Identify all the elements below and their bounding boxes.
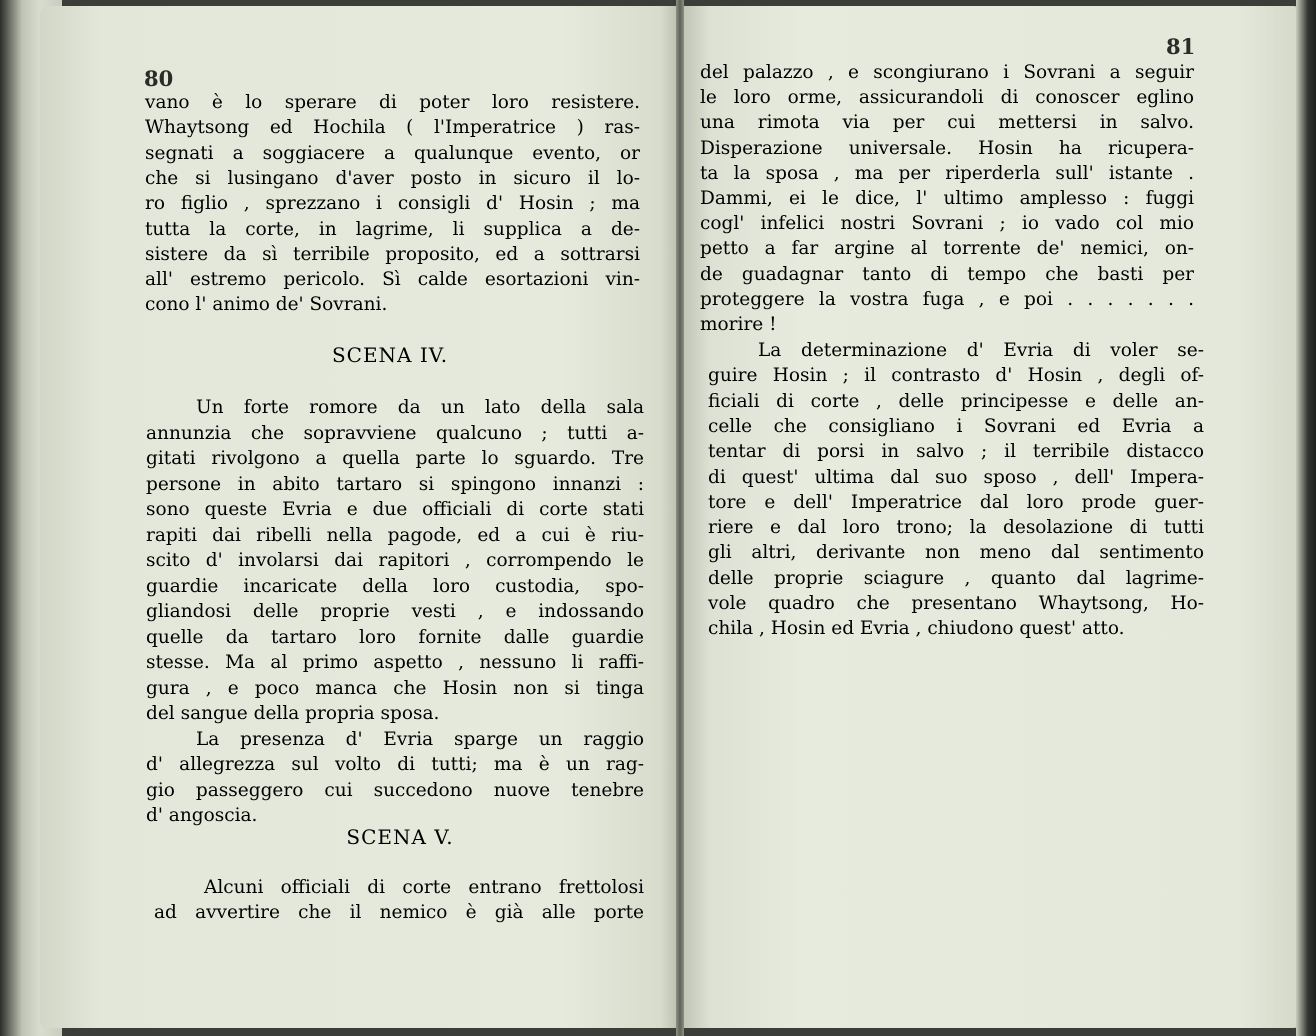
scene-v-heading: SCENA V. <box>346 825 454 849</box>
text-line: delle proprie sciagure , quanto dal lagrime- <box>708 567 1204 589</box>
text-line: Dammi, ei le dice, l' ultimo amplesso : fuggi <box>700 188 1194 209</box>
text-line: gura , e poco manca che Hosin non si tinga <box>146 677 644 699</box>
text-line: Disperazione universale. Hosin ha ricupera- <box>700 137 1194 159</box>
text-line: La presenza d' Evria sparge un raggio <box>196 728 644 750</box>
scene-iv-heading: SCENA IV. <box>331 343 449 367</box>
text-line: gli altri, derivante non meno dal sentimento <box>708 542 1204 564</box>
text-line: Un forte romore da un lato della sala <box>196 397 644 418</box>
text-line: guardie incaricate della loro custodia, spo- <box>146 575 644 597</box>
text-line: all' estremo pericolo. Sì calde esortazioni vin- <box>145 269 640 291</box>
text-line: rapiti dai ribelli nella pagode, ed a cui è riu- <box>146 524 644 546</box>
text-line: persone in abito tartaro si spingono innanzi : <box>146 473 644 495</box>
text-line: ro figlio , sprezzano i consigli d' Hosin ; ma <box>145 193 640 215</box>
text-line: d' angoscia. <box>146 805 258 826</box>
text-line: chila , Hosin ed Evria , chiudono quest' atto. <box>708 618 1125 640</box>
text-line: tutta la corte, in lagrime, li supplica a de- <box>145 218 640 240</box>
text-line: del palazzo , e scongiurano i Sovrani a seguir <box>700 62 1194 83</box>
text-line: di quest' ultima dal suo sposo , dell' Impera- <box>708 466 1204 488</box>
text-line: celle che consigliano i Sovrani ed Evria a <box>708 415 1204 437</box>
text-line: ad avvertire che il nemico è già alle porte <box>154 902 644 923</box>
text-line: sistere da sì terribile proposito, ed a sottrarsi <box>145 243 640 265</box>
text-line: La determinazione d' Evria di voler se- <box>758 340 1204 361</box>
text-line: quelle da tartaro loro fornite dalle guardie <box>146 626 644 648</box>
text-line: una rimota via per cui mettersi in salvo. <box>700 112 1194 134</box>
text-line: proteggere la vostra fuga , e poi . . . . . . . <box>700 288 1194 310</box>
text-line: annunzia che sopravviene qualcuno ; tutti a- <box>146 422 644 444</box>
text-line: cono l' animo de' Sovrani. <box>145 294 388 316</box>
text-line: ficiali di corte , delle principesse e delle an- <box>708 390 1204 412</box>
text-line: del sangue della propria sposa. <box>146 703 440 724</box>
text-line: segnati a soggiacere a qualunque evento, or <box>145 142 640 164</box>
text-line: Alcuni officiali di corte entrano frettolosi <box>204 877 644 898</box>
text-line: stesse. Ma al primo aspetto , nessuno li raffi- <box>146 652 644 673</box>
text-line: scito d' involarsi dai rapitori , corrompendo le <box>146 550 644 571</box>
text-line: vano è lo sperare di poter loro resistere. <box>145 92 640 113</box>
left-page-number: 80 <box>144 66 174 91</box>
book-gutter <box>676 0 684 1036</box>
text-line: sono queste Evria e due officiali di corte stati <box>146 499 644 520</box>
text-line: gitati rivolgono a quella parte lo sguardo. Tre <box>146 448 644 469</box>
text-line: gliandosi delle proprie vesti , e indossando <box>146 601 644 622</box>
text-line: che si lusingano d'aver posto in sicuro il lo- <box>145 167 640 189</box>
text-line: Whaytsong ed Hochila ( l'Imperatrice ) ras- <box>145 117 640 139</box>
text-line: petto a far argine al torrente de' nemici, on- <box>700 238 1194 260</box>
text-line: le loro orme, assicurandoli di conoscer eglino <box>700 87 1194 109</box>
text-line: guire Hosin ; il contrasto d' Hosin , degli of- <box>708 365 1204 387</box>
text-line: cogl' infelici nostri Sovrani ; io vado col mio <box>700 213 1194 235</box>
text-line: tore e dell' Imperatrice dal loro prode guer- <box>708 491 1204 513</box>
text-line: d' allegrezza sul volto di tutti; ma è un rag- <box>146 754 644 775</box>
text-line: riere e dal loro trono; la desolazione di tutti <box>708 517 1204 539</box>
text-line: vole quadro che presentano Whaytsong, Ho- <box>708 593 1204 614</box>
text-line: morire ! <box>700 314 777 335</box>
book-edge-right <box>1296 0 1316 1036</box>
text-line: de guadagnar tanto di tempo che basti per <box>700 263 1194 285</box>
text-line: tentar di porsi in salvo ; il terribile distacco <box>708 441 1204 463</box>
text-line: ta la sposa , ma per riperderla sull' istante . <box>700 162 1194 184</box>
right-page-number: 81 <box>1166 34 1196 59</box>
text-line: gio passeggero cui succedono nuove tenebre <box>146 779 644 801</box>
